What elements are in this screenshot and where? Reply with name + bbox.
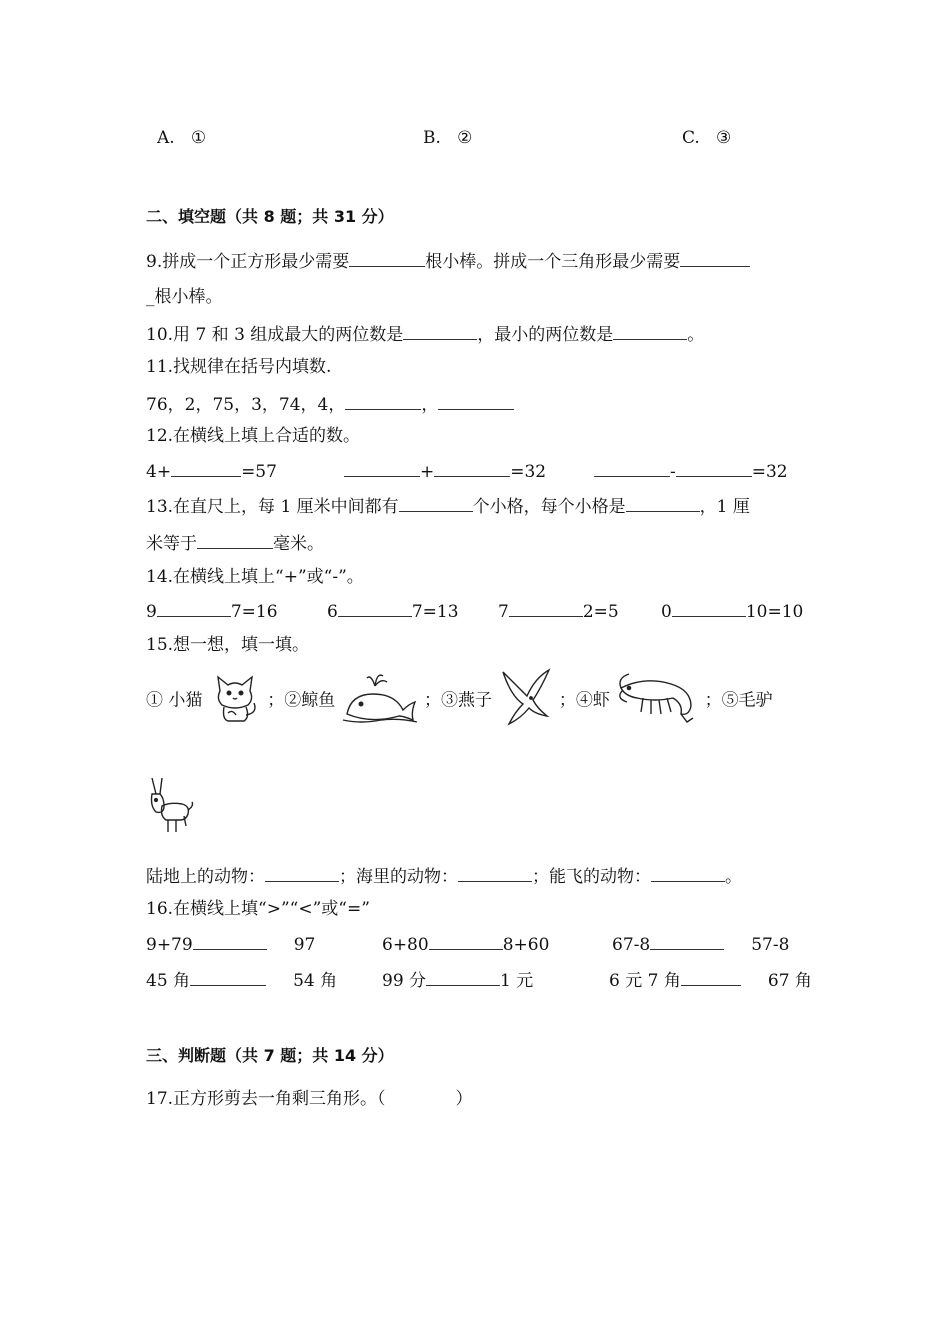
question-9-cont: _根小棒。 — [146, 287, 223, 307]
question-13-cont: 米等于 毫米。 — [146, 530, 324, 556]
question-15: 15.想一想，填一填。 — [146, 635, 310, 655]
answer-blank[interactable] — [157, 598, 231, 617]
question-14: 14.在横线上填上“+”或“-”。 — [146, 567, 364, 587]
option-letter: A. — [157, 128, 175, 148]
whale-icon — [341, 668, 419, 733]
answer-blank[interactable] — [345, 391, 421, 410]
q14-equation-3: 7 2=5 — [498, 598, 619, 624]
option-value: ① — [190, 128, 207, 148]
q15-answer-line: 陆地上的动物： ；海里的动物： ；能飞的动物： 。 — [146, 863, 742, 889]
option-value: ② — [457, 128, 473, 148]
answer-blank[interactable] — [626, 493, 700, 512]
donkey-icon — [146, 776, 194, 841]
section-3-title: 三、判断题（共 7 题；共 14 分） — [146, 1046, 394, 1065]
answer-blank[interactable] — [613, 321, 687, 340]
section-2-title: 二、填空题（共 8 题；共 31 分） — [146, 207, 394, 226]
answer-blank[interactable] — [672, 598, 746, 617]
donkey-picture — [146, 776, 194, 841]
q16-compare-3: 67-8 57-8 — [612, 931, 789, 957]
question-11-sequence: 76，2，75，3，74，4， ， — [146, 391, 514, 417]
option-c[interactable] — [682, 126, 731, 150]
answer-blank[interactable] — [594, 458, 670, 477]
shrimp-icon — [615, 668, 699, 733]
option-a[interactable] — [157, 126, 206, 150]
question-10: 10.用 7 和 3 组成最大的两位数是 ，最小的两位数是 。 — [146, 321, 704, 347]
q16-compare-4: 45 角 54 角 — [146, 967, 337, 993]
answer-blank[interactable] — [171, 458, 241, 477]
option-b[interactable] — [423, 126, 472, 150]
question-17: 17.正方形剪去一角剩三角形。（ ） — [146, 1089, 473, 1109]
answer-blank[interactable] — [429, 931, 503, 950]
q12-equation-3: - =32 — [594, 458, 788, 484]
q16-compare-5: 99 分 1 元 — [382, 967, 533, 993]
option-value: ③ — [716, 128, 732, 148]
answer-blank[interactable] — [680, 248, 750, 267]
question-13: 13.在直尺上，每 1 厘米中间都有 个小格，每个小格是 ，1 厘 — [146, 493, 750, 519]
question-11: 11.找规律在括号内填数. — [146, 357, 332, 377]
answer-blank[interactable] — [650, 931, 724, 950]
q16-compare-2: 6+80 8+60 — [382, 931, 549, 957]
answer-blank[interactable] — [509, 598, 583, 617]
answer-blank[interactable] — [681, 967, 741, 986]
q12-equation-1: 4+ =57 — [146, 458, 277, 484]
answer-blank[interactable] — [676, 458, 752, 477]
answer-blank[interactable] — [399, 493, 473, 512]
q14-equation-1: 9 7=16 — [146, 598, 278, 624]
answer-blank[interactable] — [344, 458, 420, 477]
question-12: 12.在横线上填上合适的数。 — [146, 426, 361, 446]
answer-blank[interactable] — [193, 931, 267, 950]
question-16: 16.在横线上填“>”“<”或“=” — [146, 899, 370, 919]
answer-blank[interactable] — [197, 530, 273, 549]
option-letter: C. — [682, 128, 700, 148]
cat-icon — [208, 669, 262, 732]
answer-blank[interactable] — [434, 458, 510, 477]
q14-equation-2: 6 7=13 — [327, 598, 459, 624]
q14-equation-4: 0 10=10 — [661, 598, 803, 624]
answer-blank[interactable] — [426, 967, 500, 986]
q15-animals-row: ① 小猫 ；②鲸鱼 ；③燕子 ；④虾 ；⑤毛驴 — [146, 668, 773, 730]
option-letter: B. — [423, 128, 441, 148]
question-9: 9.拼成一个正方形最少需要 根小棒。拼成一个三角形最少需要 — [146, 248, 750, 274]
swallow-icon — [497, 668, 553, 733]
answer-blank[interactable] — [458, 863, 532, 882]
q16-compare-1: 9+79 97 — [146, 931, 315, 957]
answer-blank[interactable] — [190, 967, 266, 986]
q12-equation-2: + =32 — [344, 458, 546, 484]
answer-blank[interactable] — [265, 863, 339, 882]
answer-blank[interactable] — [349, 248, 425, 267]
q16-compare-6: 6 元 7 角 67 角 — [609, 967, 812, 993]
answer-blank[interactable] — [403, 321, 477, 340]
answer-blank[interactable] — [651, 863, 725, 882]
answer-blank[interactable] — [338, 598, 412, 617]
answer-blank[interactable] — [438, 391, 514, 410]
